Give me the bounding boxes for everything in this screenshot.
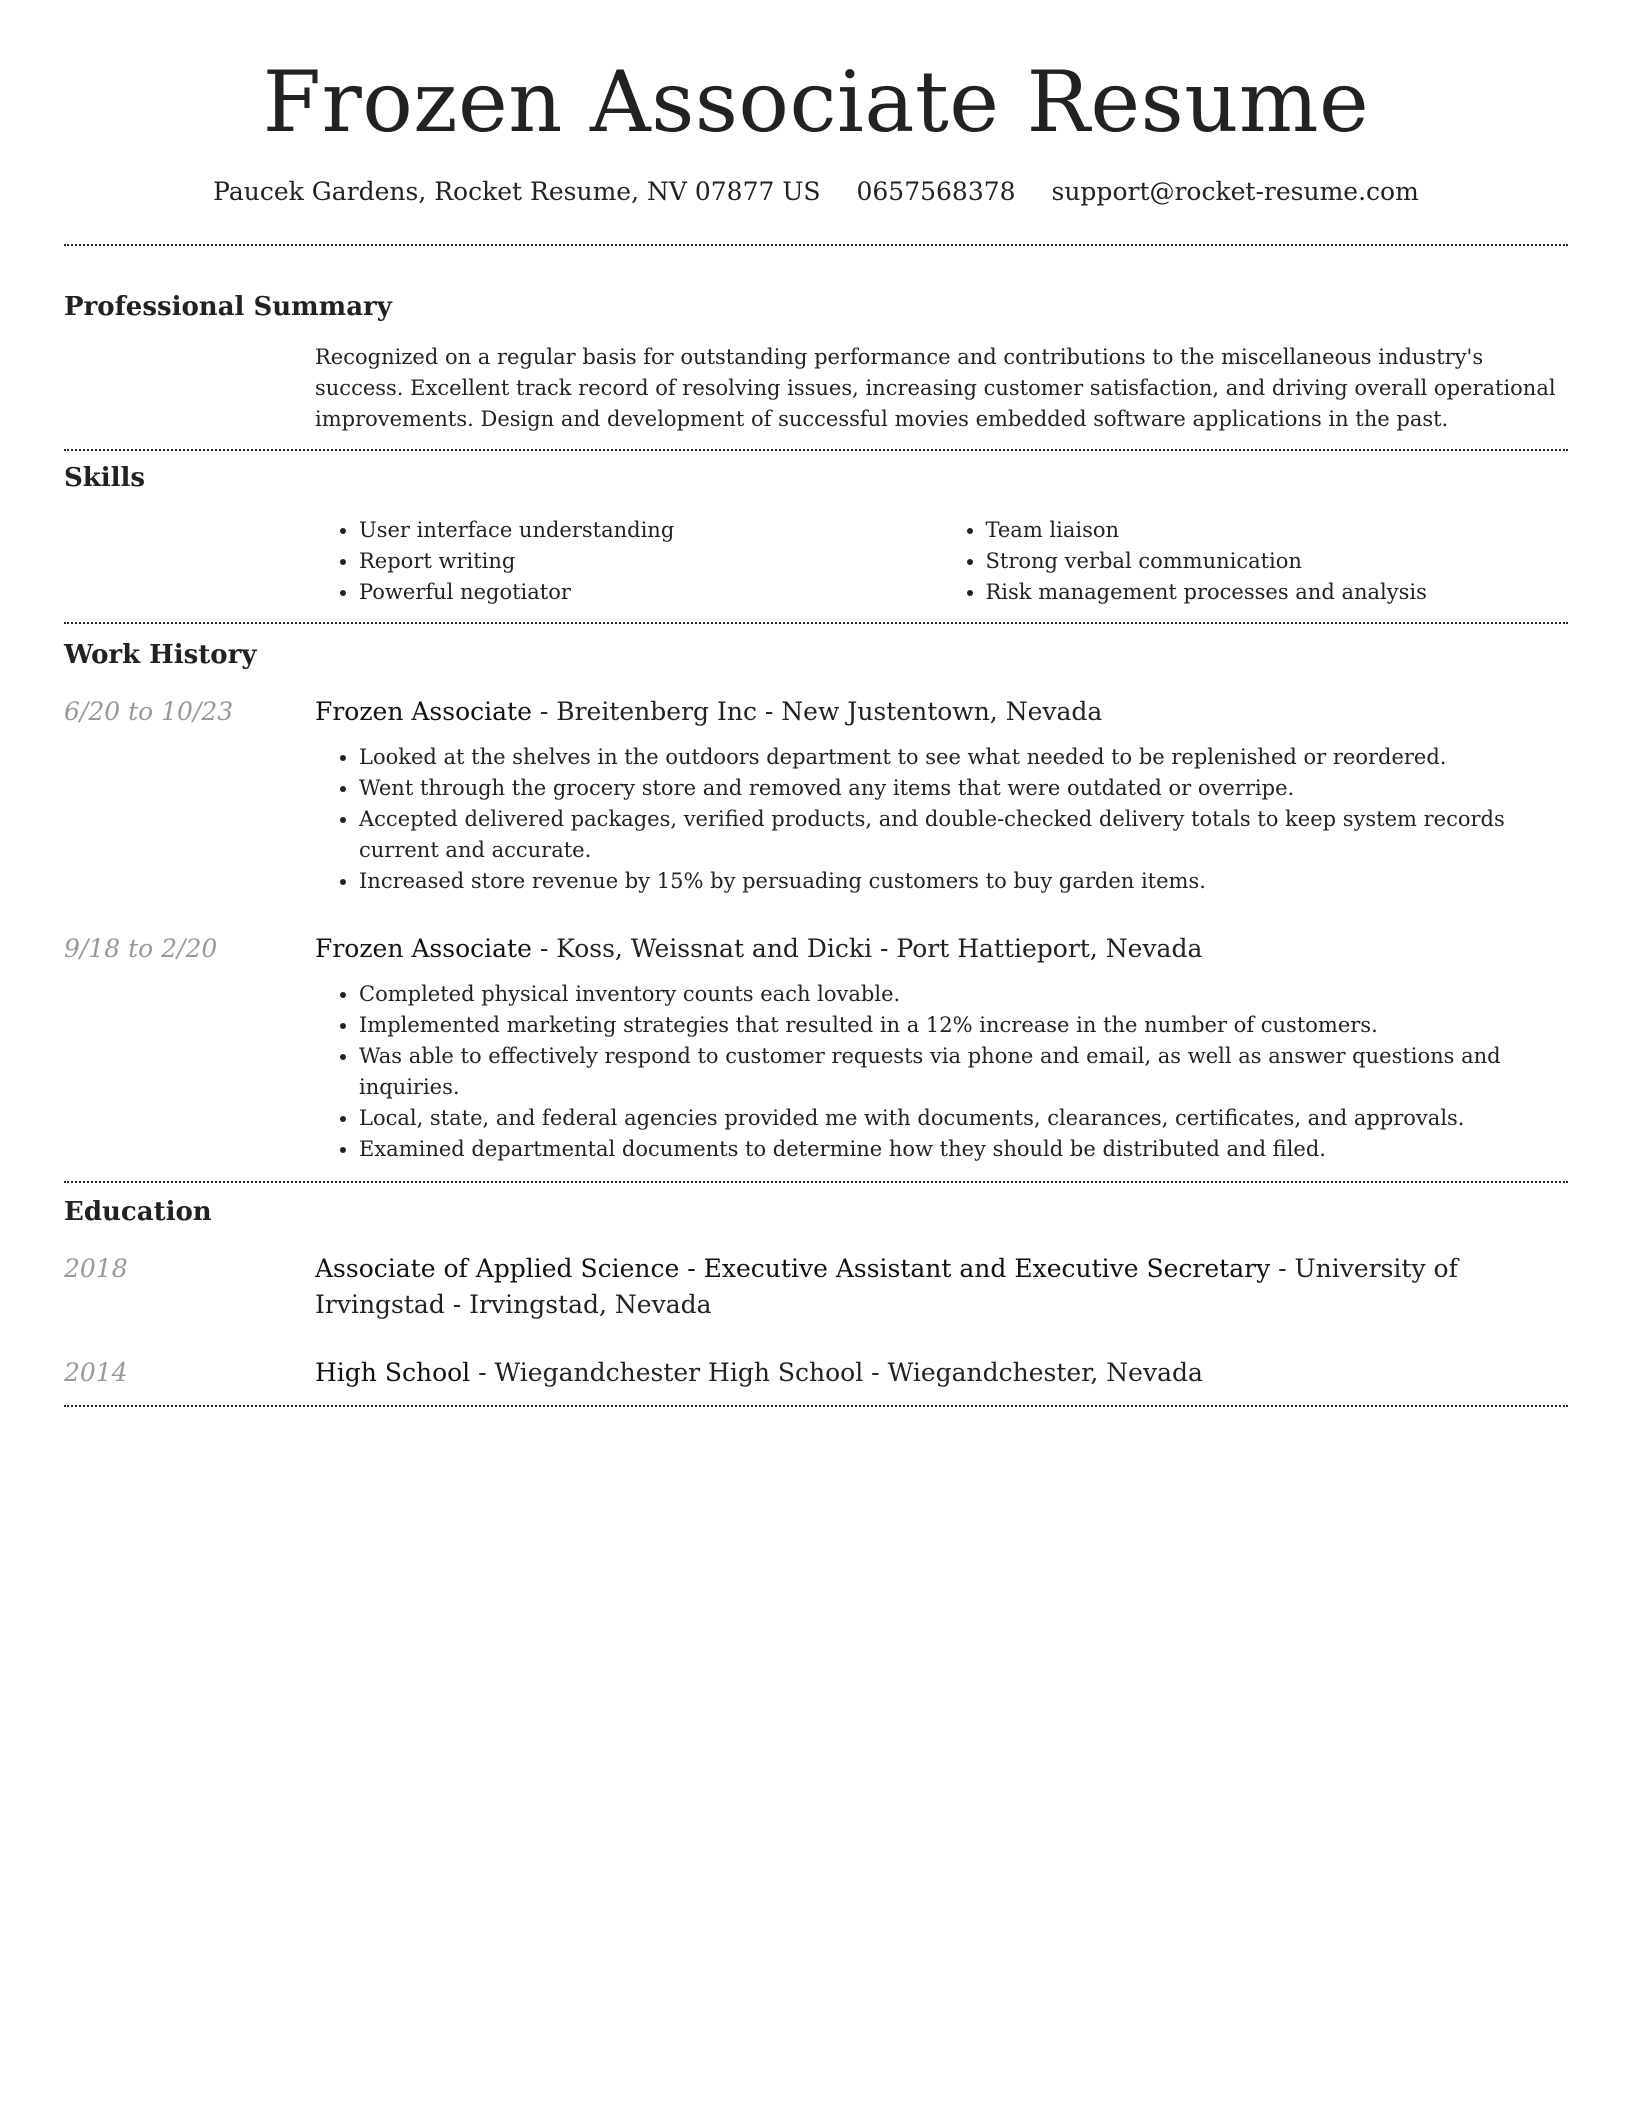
job-dates: 6/20 to 10/23 — [64, 697, 234, 726]
education-school-location: - Wiegandchester High School - Wiegandchester, Nevada — [470, 1358, 1203, 1387]
job-bullets — [315, 742, 1568, 897]
contact-line — [64, 172, 1568, 212]
skill-item: • Powerful negotiator — [359, 577, 942, 608]
job-bullet: • Looked at the shelves in the outdoors department to see what needed to be replenished or reordered. — [359, 742, 1568, 773]
skill-item: • Report writing — [359, 546, 942, 577]
header-divider — [64, 244, 1568, 246]
education-divider — [64, 1405, 1568, 1407]
work-history-heading: Work History — [64, 640, 257, 670]
job-body — [315, 694, 1568, 897]
job-employer-location: - Breitenberg Inc - New Justentown, Nevada — [531, 697, 1103, 726]
resume-title: Frozen Associate Resume — [262, 53, 1370, 151]
summary-section — [64, 290, 1568, 451]
contact-email: support@rocket-resume.com — [1051, 177, 1419, 206]
job-bullet: • Completed physical inventory counts each lovable. — [359, 979, 1568, 1010]
skill-item: • Team liaison — [986, 515, 1569, 546]
job-bullet: • Was able to effectively respond to customer requests via phone and email, as well as answer questions and inquiries. — [359, 1041, 1568, 1103]
skill-item: • Strong verbal communication — [986, 546, 1569, 577]
job-entry — [64, 931, 1568, 1165]
job-bullet: • Local, state, and federal agencies provided me with documents, clearances, certificates, and approvals. — [359, 1103, 1568, 1134]
job-heading — [315, 931, 1568, 967]
skills-list-left — [315, 515, 942, 608]
contact-address: Paucek Gardens, Rocket Resume, NV 07877 US — [213, 177, 821, 206]
skill-item: • User interface understanding — [359, 515, 942, 546]
job-bullet: • Increased store revenue by 15% by persuading customers to buy garden items. — [359, 866, 1568, 897]
education-degree: High School — [315, 1358, 471, 1387]
job-bullet: • Went through the grocery store and removed any items that were outdated or overripe. — [359, 773, 1568, 804]
summary-divider — [64, 449, 1568, 451]
summary-text: Recognized on a regular basis for outstanding performance and contributions to the miscellaneous industry's success. Excellent track record of resolving issues, increasing customer satisfaction, and driving overall operational improvements. Design and development of successful movies embedded software applications in the past. — [315, 345, 1556, 431]
job-entry — [64, 694, 1568, 897]
job-bullet: • Accepted delivered packages, verified products, and double-checked delivery totals to keep system records current and accurate. — [359, 804, 1568, 866]
education-heading: Education — [64, 1197, 212, 1227]
skills-divider — [64, 622, 1568, 624]
skills-list-right — [942, 515, 1569, 608]
job-title: Frozen Associate — [315, 934, 532, 963]
education-school-location: - University of Irvingstad - Irvingstad, Nevada — [315, 1254, 1458, 1319]
job-employer-location: - Koss, Weissnat and Dicki - Port Hattieport, Nevada — [531, 934, 1203, 963]
education-section — [64, 1195, 1568, 1407]
job-title: Frozen Associate — [315, 697, 532, 726]
education-year: 2014 — [64, 1358, 128, 1387]
education-body — [315, 1251, 1568, 1323]
education-entry — [64, 1355, 1568, 1391]
job-body — [315, 931, 1568, 1165]
job-bullet: • Examined departmental documents to determine how they should be distributed and filed. — [359, 1134, 1568, 1165]
education-entry — [64, 1251, 1568, 1323]
education-heading-line — [315, 1251, 1568, 1323]
work-history-section — [64, 638, 1568, 1183]
skills-grid — [315, 515, 1568, 608]
job-bullet: • Implemented marketing strategies that resulted in a 12% increase in the number of customers. — [359, 1010, 1568, 1041]
education-degree: Associate of Applied Science - Executive Assistant and Executive Secretary — [315, 1254, 1271, 1283]
education-heading-line — [315, 1355, 1568, 1391]
education-year: 2018 — [64, 1254, 128, 1283]
summary-heading: Professional Summary — [64, 292, 392, 322]
skills-heading: Skills — [64, 463, 146, 493]
job-heading — [315, 694, 1568, 730]
job-bullets — [315, 979, 1568, 1165]
education-body — [315, 1355, 1568, 1391]
job-dates: 9/18 to 2/20 — [64, 934, 218, 963]
contact-phone: 0657568378 — [856, 177, 1016, 206]
work-history-divider — [64, 1181, 1568, 1183]
skill-item: • Risk management processes and analysis — [986, 577, 1569, 608]
skills-section — [64, 461, 1568, 624]
